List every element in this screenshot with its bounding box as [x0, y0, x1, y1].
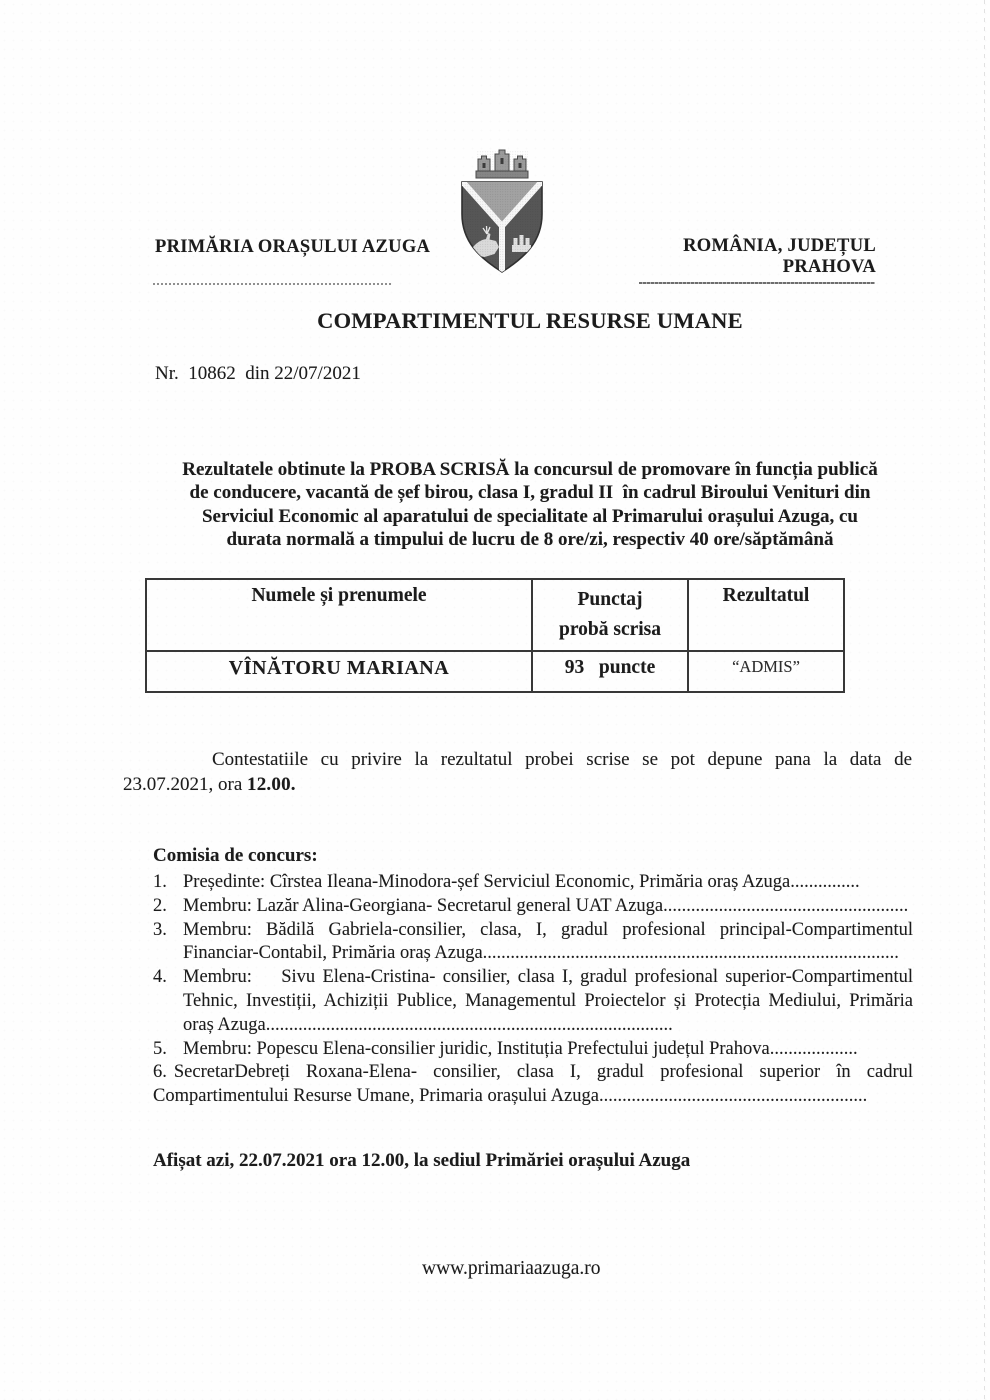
announcement-line: Serviciul Economic al aparatului de specialitate al Primarului orașului Azuga, cu	[201, 505, 859, 527]
commission-heading: Comisia de concurs:	[153, 845, 318, 866]
list-number: 1.	[153, 872, 167, 892]
list-number: 3.	[153, 919, 167, 940]
contestation-note-line2	[123, 773, 912, 798]
registration-number: Nr. 10862 din 22/07/2021	[155, 363, 361, 384]
posting-note: Afișat azi, 22.07.2021 ora 12.00, la sediul Primăriei orașului Azuga	[153, 1150, 691, 1171]
commission-member-text: Membru: Sivu Elena-Cristina- consilier, clasa I, gradul profesional superior-Compartimentul Tehnic, Investiții, Achiziții Publice, Managementul Proiectelor și Protecția Mediului, Primăria oraș Azuga........................................................................................	[183, 967, 913, 1035]
commission-member-5	[153, 1038, 913, 1062]
municipality-name: PRIMĂRIA ORAȘULUI AZUGA	[155, 237, 431, 257]
contestation-note-line1: Contestatiile cu privire la rezultatul probei scrise se pot depune pana la data de	[212, 749, 912, 770]
header-divider-left	[153, 283, 391, 285]
announcement-line: Rezultatele obtinute la PROBA SCRISĂ la concursul de promovare în funcția publică	[182, 459, 878, 480]
commission-member-4	[153, 966, 913, 1037]
commission-member-text: Membru: Popescu Elena-consilier juridic, Instituția Prefectului județul Prahova...................	[183, 1038, 858, 1059]
column-header-result: Rezultatul	[687, 580, 843, 650]
candidate-name-cell: VÎNĂTORU MARIANA	[147, 650, 531, 693]
announcement-line: durata normală a timpului de lucru de 8 ore/zi, respectiv 40 ore/săptămână	[226, 529, 834, 551]
commission-member-text: SecretarDebreți Roxana-Elena- consilier, clasa I, gradul profesional superior în cadrul Compartimentului Resurse Umane, Primaria orașului Azuga..........................................................	[153, 1062, 913, 1107]
column-header-score-line1: Punctaj	[577, 589, 643, 610]
contestation-deadline-date: 23.07.2021, ora	[123, 773, 248, 795]
candidate-score-cell: 93 puncte	[531, 650, 687, 693]
commission-member-2	[153, 895, 913, 919]
commission-member-text: Membru: Lazăr Alina-Georgiana- Secretarul general UAT Azuga.....................................................	[183, 895, 909, 916]
list-number: 6.	[153, 1062, 167, 1083]
commission-list	[153, 871, 913, 1109]
contestation-note	[123, 748, 912, 797]
column-header-score	[531, 580, 687, 650]
header-divider-right	[639, 282, 875, 284]
announcement-line: de conducere, vacantă de șef birou, clasa I, gradul II în cadrul Biroului Venituri din	[189, 482, 871, 504]
scan-edge-artifact	[984, 0, 985, 1400]
commission-member-3	[153, 919, 913, 967]
contestation-deadline-time: 12.00.	[247, 773, 296, 795]
results-table	[145, 578, 845, 693]
announcement-paragraph	[148, 458, 912, 552]
website-url: www.primariaazuga.ro	[422, 1258, 601, 1279]
department-title: COMPARTIMENTUL RESURSE UMANE	[317, 308, 743, 333]
commission-member-6	[153, 1061, 913, 1109]
commission-member-text: Membru: Bădilă Gabriela-consilier, clasa, I, gradul profesional principal-Compartimentul Financiar-Contabil, Primăria oraș Azuga..........................................................................................	[183, 919, 913, 964]
column-header-name: Numele și prenumele	[251, 585, 427, 606]
commission-member-1	[153, 871, 913, 895]
country-county-name: ROMÂNIA, JUDEȚUL PRAHOVA	[683, 236, 876, 277]
list-number: 4.	[153, 967, 167, 988]
commission-member-text: Președinte: Cîrstea Ileana-Minodora-șef Serviciul Economic, Primăria oraș Azuga...............	[183, 872, 860, 892]
list-number: 2.	[153, 895, 167, 916]
column-header-score-line2: probă scrisa	[558, 619, 662, 640]
list-number: 5.	[153, 1038, 167, 1059]
candidate-result-cell: “ADMIS”	[687, 650, 843, 693]
azuga-coat-of-arms-icon	[452, 146, 552, 279]
